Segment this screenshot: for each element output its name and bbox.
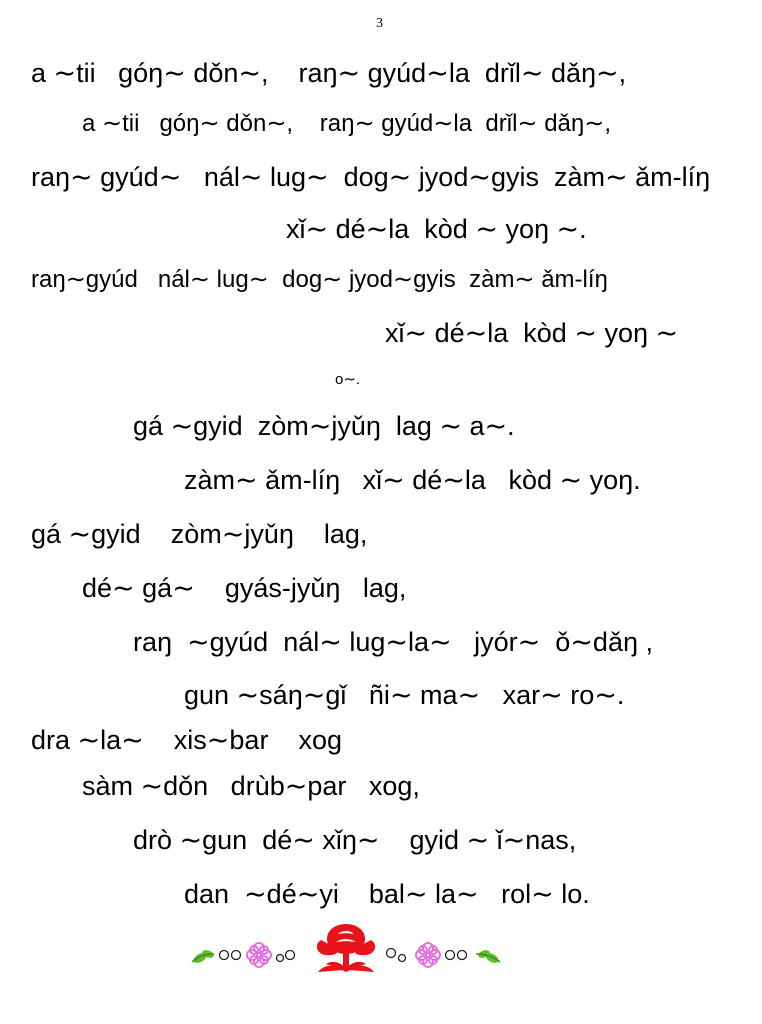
verse-line-16: drò ∼gun dé∼ xǐŋ∼ gyid ∼ ǐ∼nas,: [133, 825, 577, 855]
verse-line-15: sàm ∼dǒn drùb∼par xog,: [82, 771, 420, 801]
verse-line-11: dé∼ gá∼ gyás-jyǔŋ lag,: [82, 573, 407, 603]
verse-line-2: a ∼tii góŋ∼ dǒn∼, raŋ∼ gyúd∼la drǐl∼ dǎŋ∼,: [82, 110, 612, 137]
verse-line-10: gá ∼gyid zòm∼jyǔŋ lag,: [31, 519, 368, 549]
verse-line-9: zàm∼ ǎm-líŋ xǐ∼ dé∼la kòd ∼ yoŋ.: [184, 465, 641, 495]
page-number: 3: [376, 16, 383, 31]
leaf-sprig-left-icon: [192, 949, 215, 965]
verse-line-6: xǐ∼ dé∼la kòd ∼ yoŋ ∼: [385, 318, 679, 348]
verse-line-8: gá ∼gyid zòm∼jyǔŋ lag ∼ a∼.: [133, 411, 515, 441]
verse-line-14: dra ∼la∼ xis∼bar xog: [31, 725, 342, 755]
pink-flower-left-icon: [247, 943, 271, 967]
leaf-sprig-right-icon: [476, 949, 500, 965]
verse-line-1: a ∼tii góŋ∼ dǒn∼, raŋ∼ gyúd∼la drǐl∼ dǎŋ∼,: [31, 58, 627, 88]
floral-divider-icon: [186, 918, 506, 978]
verse-line-3: raŋ∼ gyúd∼ nál∼ lug∼ dog∼ jyod∼gyis zàm∼ ǎm-líŋ: [31, 162, 711, 192]
ring-dots-right-2-icon: [446, 951, 467, 960]
verse-line-5: raŋ∼gyúd nál∼ lug∼ dog∼ jyod∼gyis zàm∼ ǎm-líŋ: [31, 266, 608, 293]
verse-line-12: raŋ ∼gyúd nál∼ lug∼la∼ jyór∼ ǒ∼dǎŋ ,: [133, 627, 653, 657]
verse-line-17: dan ∼dé∼yi bal∼ la∼ rol∼ lo.: [184, 879, 590, 909]
verse-line-13: gun ∼sáŋ∼gǐ ñi∼ ma∼ xar∼ ro∼.: [184, 680, 625, 710]
ring-dots-left-2-icon: [277, 951, 295, 962]
ring-dots-left-icon: [220, 951, 241, 960]
verse-line-4: xǐ∼ dé∼la kòd ∼ yoŋ ∼.: [286, 214, 587, 244]
verse-line-7: o∼.: [335, 371, 361, 388]
pink-flower-right-icon: [416, 943, 440, 967]
ring-dots-right-icon: [387, 949, 406, 962]
